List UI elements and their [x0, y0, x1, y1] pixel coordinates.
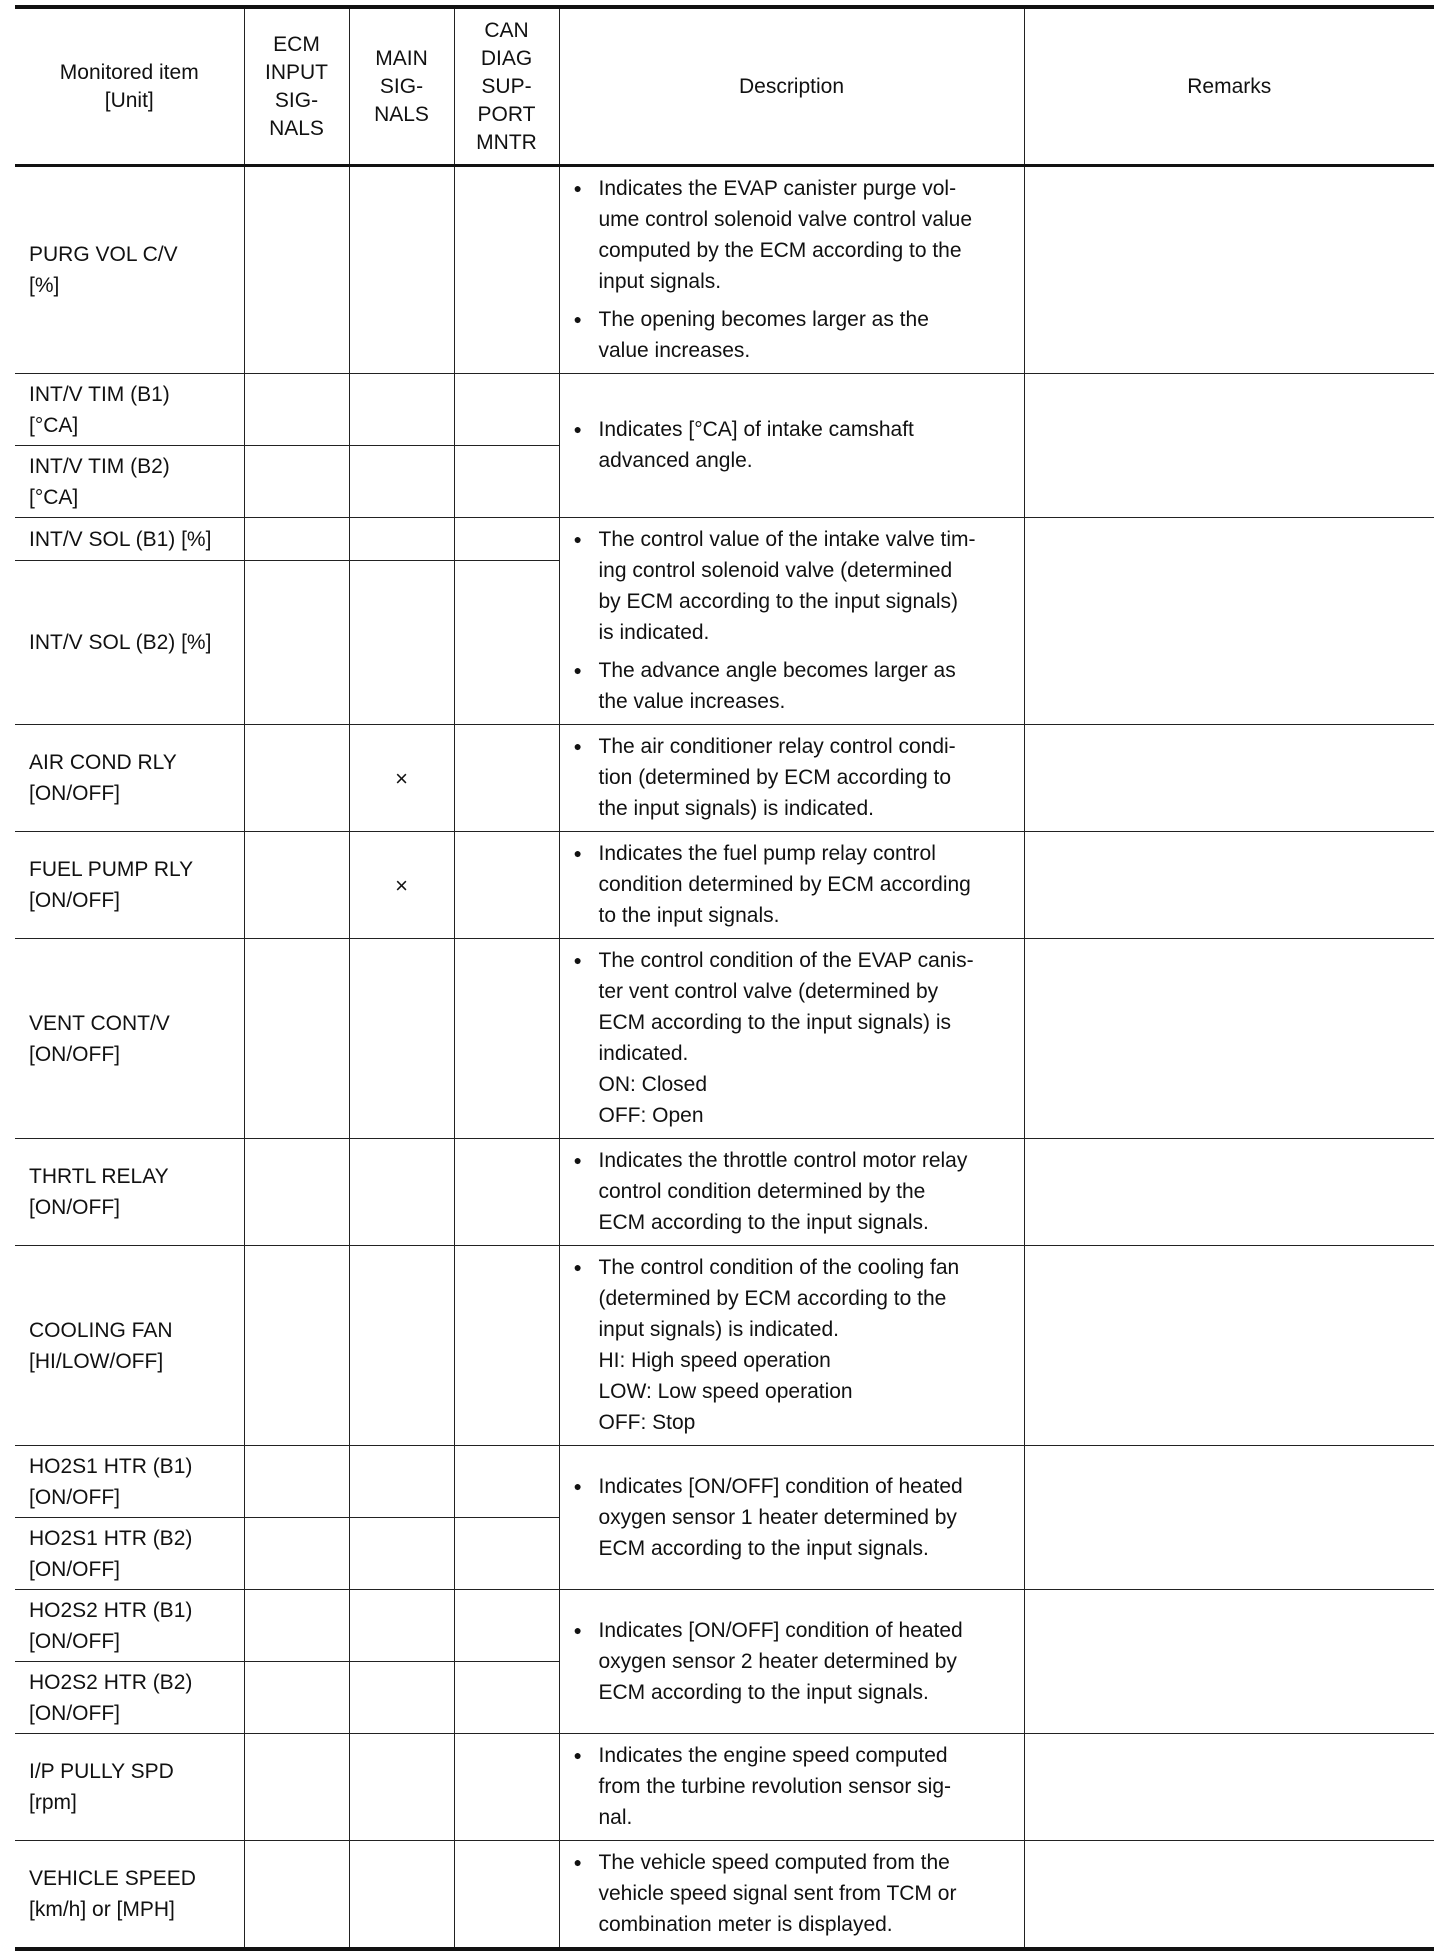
bullet-text	[599, 414, 1016, 476]
bullet-text	[599, 1615, 1016, 1708]
bullet-dot: ●	[573, 952, 582, 968]
bullet-text-main: The air conditioner relay control condi- tion (determined by ECM according to the input signals) is indicated.	[598, 735, 956, 820]
description-cell	[559, 1841, 1024, 1950]
main-signal-mark	[349, 1841, 454, 1950]
table-row	[15, 166, 1434, 374]
monitored-item: FUEL PUMP RLY [ON/OFF]	[15, 832, 244, 939]
description-cell	[559, 1734, 1024, 1841]
ecm-input-cell	[244, 1590, 349, 1662]
monitored-item: HO2S2 HTR (B1) [ON/OFF]	[15, 1590, 244, 1662]
remarks-cell	[1024, 1446, 1434, 1590]
description-bullet	[574, 173, 1016, 297]
table-row	[15, 1841, 1434, 1950]
main-signal-mark	[349, 561, 454, 725]
bullet-text	[599, 304, 1016, 366]
main-signal-mark	[349, 1662, 454, 1734]
bullet-text-main: The opening becomes larger as the value increases.	[598, 308, 929, 362]
ecm-input-cell	[244, 561, 349, 725]
bullet-text	[599, 1740, 1016, 1833]
main-signal-mark	[349, 1246, 454, 1446]
bullet-text-main: The control value of the intake valve tim- ing control solenoid valve (determined by ECM according to the input signals) is indicated.	[598, 528, 976, 644]
bullet-text-main: Indicates [°CA] of intake camshaft advanced angle.	[598, 418, 914, 472]
remarks-cell	[1024, 166, 1434, 374]
document-page	[15, 5, 1434, 1951]
monitored-item: COOLING FAN [HI/LOW/OFF]	[15, 1246, 244, 1446]
main-signal-mark	[349, 1446, 454, 1518]
description-bullet	[574, 524, 1016, 648]
bullet-text-main: The vehicle speed computed from the vehicle speed signal sent from TCM or combination meter is displayed.	[598, 1851, 957, 1936]
bullet-text-main: Indicates the throttle control motor relay control condition determined by the ECM according to the input signals.	[598, 1149, 968, 1234]
monitored-item: I/P PULLY SPD [rpm]	[15, 1734, 244, 1841]
bullet-dot: ●	[573, 1747, 582, 1763]
header-remarks: Remarks	[1024, 7, 1434, 166]
remarks-cell	[1024, 725, 1434, 832]
monitored-item: INT/V SOL (B1) [%]	[15, 518, 244, 561]
ecm-input-cell	[244, 1662, 349, 1734]
can-diag-cell	[454, 1590, 559, 1662]
header-description: Description	[559, 7, 1024, 166]
monitored-item: VEHICLE SPEED [km/h] or [MPH]	[15, 1841, 244, 1950]
monitored-item: HO2S1 HTR (B1) [ON/OFF]	[15, 1446, 244, 1518]
monitored-item: INT/V SOL (B2) [%]	[15, 561, 244, 725]
table-row	[15, 1446, 1434, 1518]
bullet-text	[599, 945, 1016, 1131]
description-bullet	[574, 1471, 1016, 1564]
bullet-dot: ●	[573, 738, 582, 754]
can-diag-cell	[454, 725, 559, 832]
bullet-text	[599, 838, 1016, 931]
main-signal-mark: ×	[349, 832, 454, 939]
header-main-signals: MAIN SIG- NALS	[349, 7, 454, 166]
bullet-text-values: HI: High speed operation LOW: Low speed operation OFF: Stop	[598, 1349, 853, 1434]
remarks-cell	[1024, 1246, 1434, 1446]
bullet-dot: ●	[573, 180, 582, 196]
bullet-dot: ●	[573, 1477, 582, 1494]
bullet-dot: ●	[573, 1854, 582, 1870]
can-diag-cell	[454, 832, 559, 939]
description-bullet	[574, 1252, 1016, 1438]
bullet-text	[599, 1471, 1016, 1564]
can-diag-cell	[454, 1139, 559, 1246]
monitored-item: INT/V TIM (B1) [°CA]	[15, 374, 244, 446]
ecm-input-cell	[244, 1841, 349, 1950]
ecm-input-cell	[244, 446, 349, 518]
bullet-text	[599, 655, 1016, 717]
bullet-text-main: The advance angle becomes larger as the value increases.	[598, 659, 956, 713]
main-signal-mark	[349, 518, 454, 561]
can-diag-cell	[454, 1841, 559, 1950]
description-cell	[559, 939, 1024, 1139]
can-diag-cell	[454, 1518, 559, 1590]
description-bullet	[574, 1145, 1016, 1238]
main-signal-mark	[349, 939, 454, 1139]
description-bullet	[574, 414, 1016, 476]
bullet-text-main: Indicates the engine speed computed from the turbine revolution sensor sig- nal.	[598, 1744, 951, 1829]
description-cell	[559, 166, 1024, 374]
bullet-dot: ●	[573, 662, 582, 678]
ecm-input-cell	[244, 1246, 349, 1446]
main-signal-mark: ×	[349, 725, 454, 832]
can-diag-cell	[454, 446, 559, 518]
monitored-item: AIR COND RLY [ON/OFF]	[15, 725, 244, 832]
bullet-text	[599, 173, 1016, 297]
description-bullet	[574, 838, 1016, 931]
ecm-input-cell	[244, 939, 349, 1139]
monitored-item: HO2S1 HTR (B2) [ON/OFF]	[15, 1518, 244, 1590]
header-ecm-input-signals: ECM INPUT SIG- NALS	[244, 7, 349, 166]
bullet-text-main: Indicates the fuel pump relay control condition determined by ECM according to the input signals.	[598, 842, 971, 927]
main-signal-mark	[349, 1734, 454, 1841]
description-bullet	[574, 304, 1016, 366]
ecm-input-cell	[244, 1139, 349, 1246]
can-diag-cell	[454, 561, 559, 725]
can-diag-cell	[454, 374, 559, 446]
bullet-text	[599, 1145, 1016, 1238]
ecm-input-cell	[244, 374, 349, 446]
bullet-dot: ●	[573, 845, 582, 861]
bullet-dot: ●	[573, 1152, 582, 1168]
description-bullet	[574, 1615, 1016, 1708]
description-cell	[559, 1590, 1024, 1734]
monitored-item: PURG VOL C/V [%]	[15, 166, 244, 374]
table-row	[15, 1139, 1434, 1246]
ecm-input-cell	[244, 518, 349, 561]
description-cell	[559, 725, 1024, 832]
bullet-dot: ●	[573, 531, 582, 547]
description-bullet	[574, 1847, 1016, 1940]
ecm-input-cell	[244, 166, 349, 374]
bullet-text	[599, 1847, 1016, 1940]
main-signal-mark	[349, 1590, 454, 1662]
main-signal-mark	[349, 374, 454, 446]
can-diag-cell	[454, 1246, 559, 1446]
bullet-text-main: Indicates [ON/OFF] condition of heated oxygen sensor 1 heater determined by ECM according to the input signals.	[598, 1474, 963, 1560]
bullet-dot: ●	[573, 1621, 582, 1638]
monitored-item: THRTL RELAY [ON/OFF]	[15, 1139, 244, 1246]
can-diag-cell	[454, 166, 559, 374]
remarks-cell	[1024, 1590, 1434, 1734]
bullet-dot: ●	[573, 421, 582, 437]
header-monitored-item: Monitored item [Unit]	[15, 7, 244, 166]
ecm-input-cell	[244, 1518, 349, 1590]
bullet-text	[599, 1252, 1016, 1438]
bullet-text-values: ON: Closed OFF: Open	[598, 1073, 708, 1127]
bullet-text-main: Indicates the EVAP canister purge vol- ume control solenoid valve control value computed by the ECM according to the input signals.	[598, 177, 973, 293]
description-cell	[559, 518, 1024, 725]
remarks-cell	[1024, 1734, 1434, 1841]
table-row	[15, 832, 1434, 939]
table-row	[15, 374, 1434, 446]
main-signal-mark	[349, 1139, 454, 1246]
header-row	[15, 7, 1434, 166]
can-diag-cell	[454, 939, 559, 1139]
monitored-item: INT/V TIM (B2) [°CA]	[15, 446, 244, 518]
description-bullet	[574, 731, 1016, 824]
bullet-dot: ●	[573, 311, 582, 327]
main-signal-mark	[349, 446, 454, 518]
table-body	[15, 166, 1434, 1950]
bullet-text	[599, 731, 1016, 824]
description-bullet	[574, 945, 1016, 1131]
monitor-item-table	[15, 5, 1434, 1951]
can-diag-cell	[454, 518, 559, 561]
monitored-item: HO2S2 HTR (B2) [ON/OFF]	[15, 1662, 244, 1734]
description-cell	[559, 832, 1024, 939]
table-row	[15, 518, 1434, 561]
remarks-cell	[1024, 939, 1434, 1139]
main-signal-mark	[349, 166, 454, 374]
description-cell	[559, 374, 1024, 518]
table-row	[15, 1590, 1434, 1662]
table-row	[15, 725, 1434, 832]
bullet-text-main: Indicates [ON/OFF] condition of heated oxygen sensor 2 heater determined by ECM according to the input signals.	[598, 1618, 963, 1704]
ecm-input-cell	[244, 1446, 349, 1518]
remarks-cell	[1024, 832, 1434, 939]
table-row	[15, 1246, 1434, 1446]
description-cell	[559, 1246, 1024, 1446]
bullet-dot: ●	[573, 1259, 582, 1275]
bullet-text-main: The control condition of the EVAP canis- ter vent control valve (determined by ECM according to the input signals) is indicated.	[598, 949, 974, 1065]
description-cell	[559, 1139, 1024, 1246]
remarks-cell	[1024, 1139, 1434, 1246]
remarks-cell	[1024, 374, 1434, 518]
can-diag-cell	[454, 1662, 559, 1734]
remarks-cell	[1024, 1841, 1434, 1950]
description-bullet	[574, 655, 1016, 717]
header-can-diag-support: CAN DIAG SUP- PORT MNTR	[454, 7, 559, 166]
bullet-text-main: The control condition of the cooling fan (determined by ECM according to the input signals) is indicated.	[598, 1256, 960, 1341]
remarks-cell	[1024, 518, 1434, 725]
ecm-input-cell	[244, 832, 349, 939]
table-row	[15, 939, 1434, 1139]
ecm-input-cell	[244, 1734, 349, 1841]
table-row	[15, 1734, 1434, 1841]
can-diag-cell	[454, 1734, 559, 1841]
monitored-item: VENT CONT/V [ON/OFF]	[15, 939, 244, 1139]
can-diag-cell	[454, 1446, 559, 1518]
description-bullet	[574, 1740, 1016, 1833]
description-cell	[559, 1446, 1024, 1590]
bullet-text	[599, 524, 1016, 648]
main-signal-mark	[349, 1518, 454, 1590]
ecm-input-cell	[244, 725, 349, 832]
